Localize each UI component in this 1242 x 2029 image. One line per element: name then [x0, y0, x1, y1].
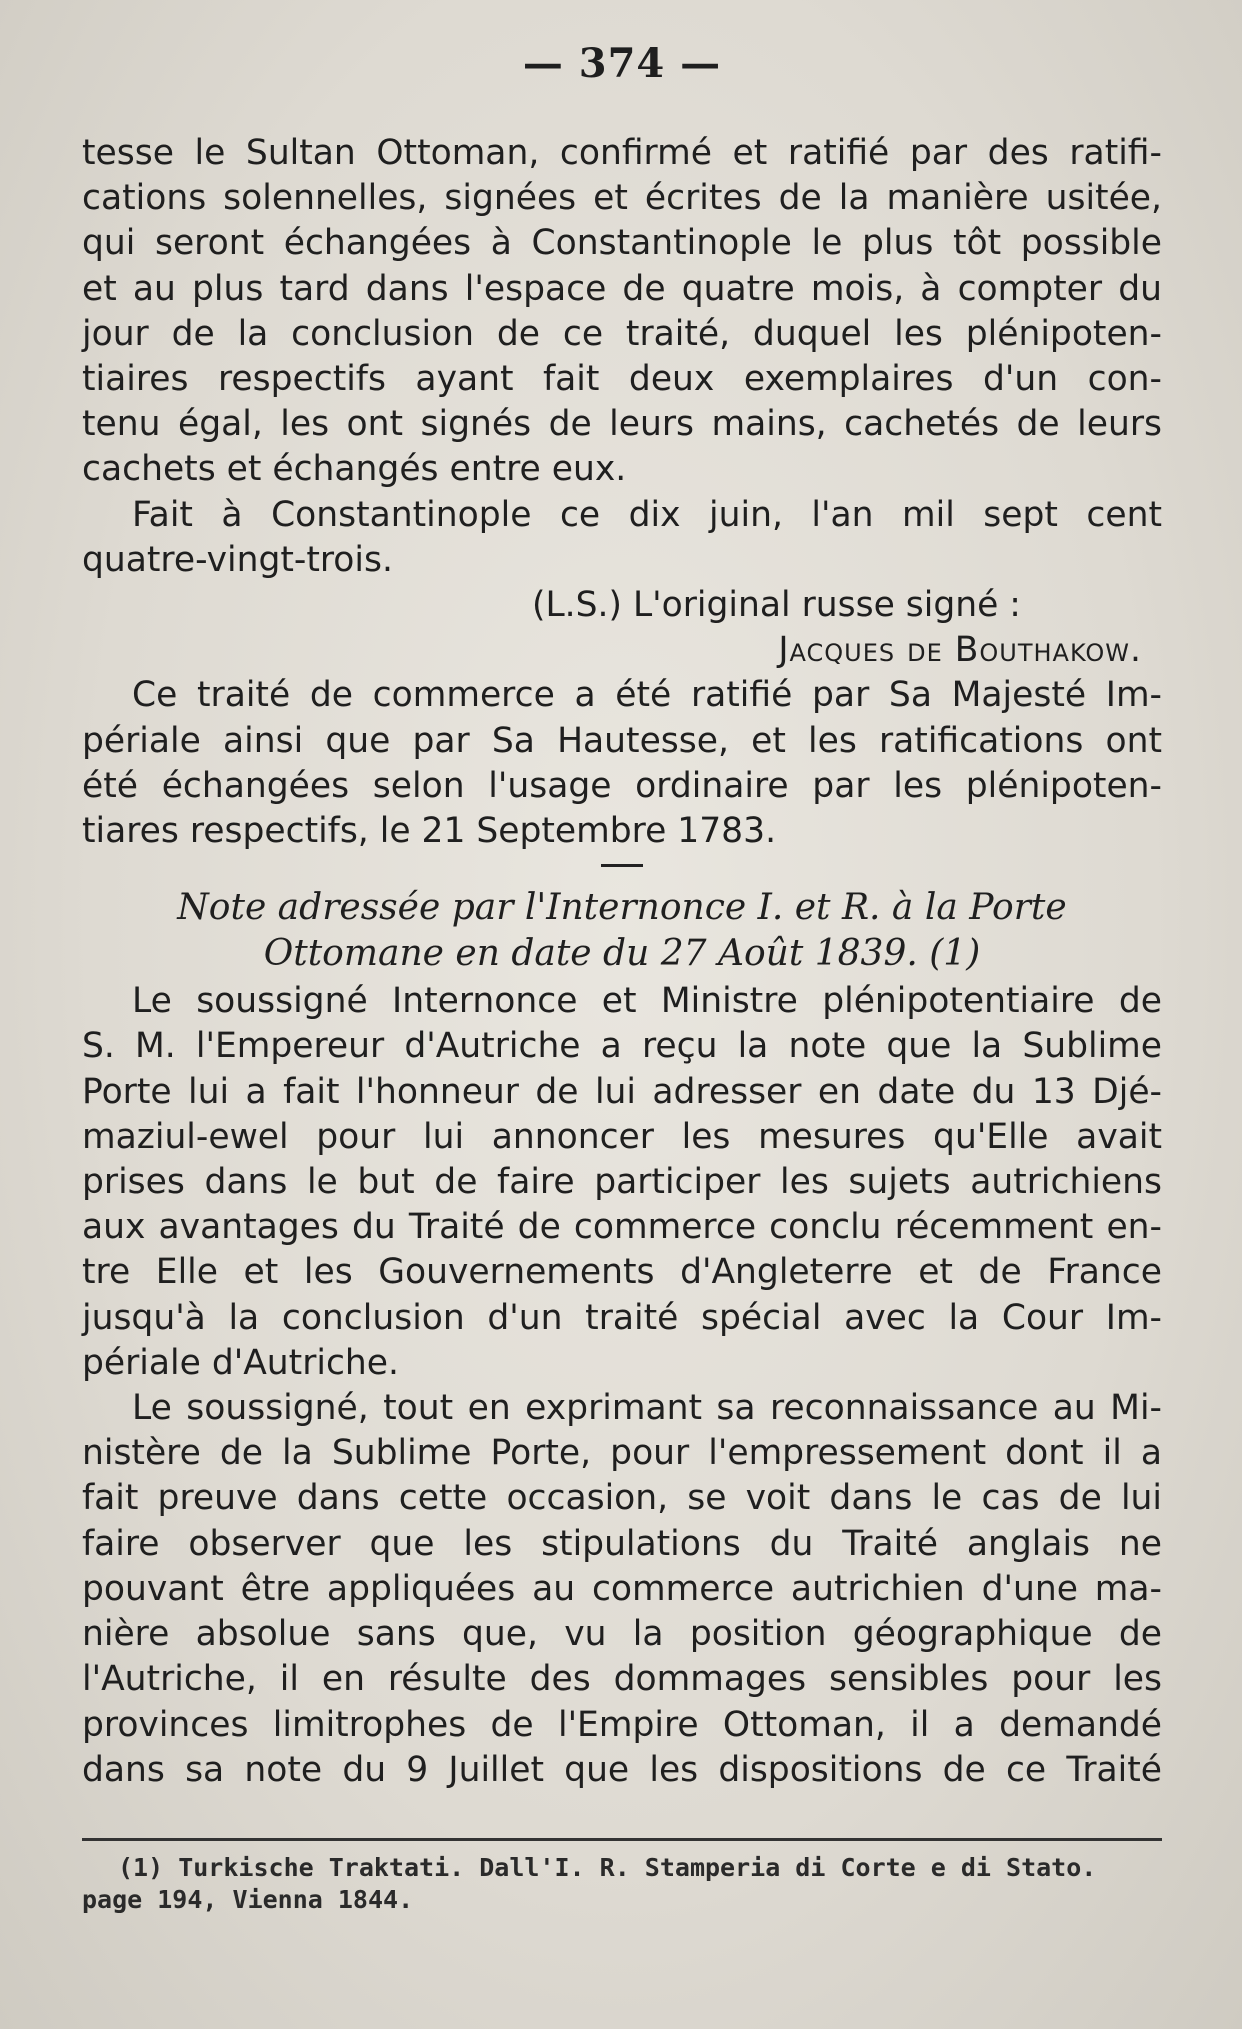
text-line: S. M. l'Empereur d'Autriche a reçu la note que la Sublime [82, 1026, 1162, 1067]
text-line: tesse le Sultan Ottoman, confirmé et ratifié par des ratifi- [82, 133, 1162, 173]
section-title [82, 885, 1162, 977]
paragraph-internonce-note [82, 979, 1162, 1386]
text-line: prises dans le but de faire participer les sujets autrichiens [82, 1162, 1162, 1203]
text-line: tre Elle et les Gouvernements d'Angleterre et de France [82, 1252, 1162, 1293]
text-line: qui seront échangées à Constantinople le plus tôt possible [82, 223, 1162, 264]
text-line: maziul-ewel pour lui annoncer les mesures qu'Elle avait [82, 1116, 1162, 1157]
text-line: fait preuve dans cette occasion, se voit dans le cas de lui [82, 1478, 1162, 1519]
footnote-line: page 194, Vienna 1844. [82, 1885, 414, 1914]
paragraph-treaty-ratification [82, 131, 1162, 493]
text-line: nière absolue sans que, vu la position géographique de [82, 1614, 1162, 1655]
text-line: périale ainsi que par Sa Hautesse, et les ratifications ont [82, 720, 1162, 761]
footnote [82, 1852, 1162, 1916]
footnote-line: (1) Turkische Traktati. Dall'I. R. Stamperia di Corte e di Stato. [118, 1853, 1097, 1882]
text-line: Porte lui a fait l'honneur de lui adresser en date du 13 Djé- [82, 1071, 1162, 1112]
text-line: tiares respectifs, le 21 Septembre 1783. [82, 811, 777, 852]
text-line: provinces limitrophes de l'Empire Ottoman, il a demandé [82, 1704, 1162, 1745]
text-line: Le soussigné, tout en exprimant sa reconnaissance au Mi- [132, 1388, 1162, 1429]
section-title-line: Note adressée par l'Internonce I. et R. à la Porte [177, 887, 1067, 929]
text-line: cachets et échangés entre eux. [82, 449, 627, 490]
paragraph-fait-a [82, 493, 1162, 583]
signature-seal-line: (L.S.) L'original russe signé : [532, 585, 1021, 626]
text-line: pouvant être appliquées au commerce autrichien d'une ma- [82, 1568, 1162, 1609]
text-line: été échangées selon l'usage ordinaire par les plénipoten- [82, 765, 1162, 806]
text-line: faire observer que les stipulations du Traité anglais ne [82, 1523, 1162, 1564]
text-line: quatre-vingt-trois. [82, 539, 393, 580]
signature-block [82, 583, 1162, 673]
section-divider [601, 864, 643, 867]
text-line: dans sa note du 9 Juillet que les dispositions de ce Traité [82, 1749, 1162, 1790]
text-line: cations solennelles, signées et écrites de la manière usitée, [82, 178, 1162, 219]
text-line: Le soussigné Internonce et Ministre plénipotentiaire de [132, 981, 1162, 1022]
paragraph-soussigne [82, 1386, 1162, 1793]
text-line: et au plus tard dans l'espace de quatre mois, à compter du [82, 268, 1162, 309]
text-line: l'Autriche, il en résulte des dommages sensibles pour les [82, 1659, 1162, 1700]
text-line: aux avantages du Traité de commerce conclu récemment en- [82, 1207, 1162, 1248]
text-line: nistère de la Sublime Porte, pour l'empressement dont il a [82, 1433, 1162, 1474]
text-line: Fait à Constantinople ce dix juin, l'an mil sept cent [132, 494, 1162, 535]
section-title-line: Ottomane en date du 27 Août 1839. (1) [263, 933, 981, 975]
text-line: tenu égal, les ont signés de leurs mains, cachetés de leurs [82, 404, 1162, 445]
footnote-rule [82, 1838, 1162, 1841]
page-number: — 374 — [522, 40, 722, 87]
paragraph-ratification-exchange [82, 673, 1162, 854]
text-line: Ce traité de commerce a été ratifié par Sa Majesté Im- [132, 675, 1162, 716]
signatory-name: Jacques de Bouthakow. [778, 630, 1142, 671]
text-line: jour de la conclusion de ce traité, duquel les plénipoten- [82, 313, 1162, 354]
text-line: jusqu'à la conclusion d'un traité spécial avec la Cour Im- [82, 1297, 1162, 1338]
text-line: tiaires respectifs ayant fait deux exemplaires d'un con- [82, 359, 1162, 400]
text-line: périale d'Autriche. [82, 1342, 399, 1383]
